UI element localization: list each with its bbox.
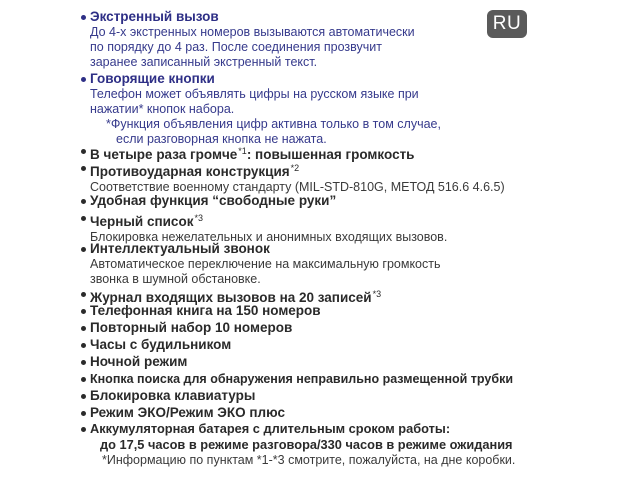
bullet-icon [81, 216, 86, 221]
feature-title: Говорящие кнопки [90, 71, 215, 86]
feature-desc-line: Блокировка нежелательных и анонимных входящих вызовов. [90, 230, 448, 244]
feature-smart-ring [90, 241, 441, 287]
feature-title: Интеллектуальный звонок [90, 241, 270, 256]
feature-title: Противоударная конструкция$^{*2}$ [90, 163, 300, 179]
feature-night-mode [90, 354, 187, 370]
feature-desc-line: Телефон может объявлять цифры на русском языке при [90, 87, 419, 101]
feature-title: Экстренный вызов [90, 9, 219, 24]
feature-redial [90, 320, 292, 336]
feature-title: Журнал входящих вызовов на 20 записей$^{*3}$ [90, 289, 382, 305]
feature-title: Блокировка клавиатуры [90, 388, 256, 403]
feature-alarm-clock [90, 337, 231, 353]
feature-title: Повторный набор 10 номеров [90, 320, 293, 335]
feature-desc-line: нажатии* кнопок набора. [90, 102, 235, 116]
bullet-icon [81, 199, 86, 204]
feature-title: Ночной режим [90, 354, 188, 369]
feature-eco-mode [90, 405, 285, 421]
feature-title: Режим ЭКО/Режим ЭКО плюс [90, 405, 285, 420]
feature-title: Кнопка поиска для обнаружения неправильно размещенной трубки [90, 372, 514, 386]
bullet-icon [81, 247, 86, 252]
feature-title: Аккумуляторная батарея с длительным сроком работы: [90, 421, 451, 436]
feature-desc-line: звонка в шумной обстановке. [90, 272, 261, 286]
bullet-icon [81, 343, 86, 348]
feature-desc-line: по порядку до 4 раз. После соединения прозвучит [90, 40, 382, 54]
feature-emergency-call [90, 9, 415, 70]
feature-note-line: если разговорная кнопка не нажата. [116, 132, 327, 146]
feature-title-line2: до 17,5 часов в режиме разговора/330 часов в режиме ожидания [100, 437, 513, 452]
feature-title: Черный список$^{*3}$ [90, 213, 203, 229]
footnote-ref: *3 [372, 289, 382, 299]
feature-title: В четыре раза громче$^{*1}$: повышенная громкость [90, 146, 415, 162]
bullet-icon [81, 360, 86, 365]
feature-battery [90, 421, 513, 453]
bullet-icon [81, 309, 86, 314]
bullet-icon [81, 166, 86, 171]
language-badge: RU [487, 10, 527, 38]
footnote-ref: *2 [290, 163, 300, 173]
feature-keypad-lock [90, 388, 255, 404]
feature-title: Удобная функция “свободные руки” [90, 193, 337, 208]
feature-shockproof [90, 160, 505, 195]
feature-desc-line: Соответствие военному стандарту (MIL-STD-810G, МЕТОД 516.6 4.6.5) [90, 180, 505, 194]
bullet-icon [81, 77, 86, 82]
bullet-icon [81, 292, 86, 297]
bullet-icon [81, 394, 86, 399]
feature-desc-line: Автоматическое переключение на максимальную громкость [90, 257, 441, 271]
feature-handsfree [90, 193, 336, 209]
feature-blacklist [90, 210, 447, 245]
footnote-ref: *3 [194, 213, 203, 223]
feature-note-line: *Функция объявления цифр активна только в том случае, [106, 117, 441, 131]
feature-phonebook [90, 303, 321, 319]
feature-title: Телефонная книга на 150 номеров [90, 303, 321, 318]
bullet-icon [81, 377, 86, 382]
footnote: *Информацию по пунктам *1-*3 смотрите, пожалуйста, на дне коробки. [102, 453, 516, 467]
feature-title: Часы с будильником [90, 337, 232, 352]
feature-talking-keys [90, 71, 441, 147]
bullet-icon [81, 411, 86, 416]
bullet-icon [81, 326, 86, 331]
feature-desc-line: До 4-х экстренных номеров вызываются автоматически [90, 25, 415, 39]
bullet-icon [81, 15, 86, 20]
bullet-icon [81, 149, 86, 154]
bullet-icon [81, 427, 86, 432]
footnote-ref: *1 [238, 146, 247, 156]
feature-handset-locator [90, 371, 513, 387]
feature-desc-line: заранее записанный экстренный текст. [90, 55, 318, 69]
